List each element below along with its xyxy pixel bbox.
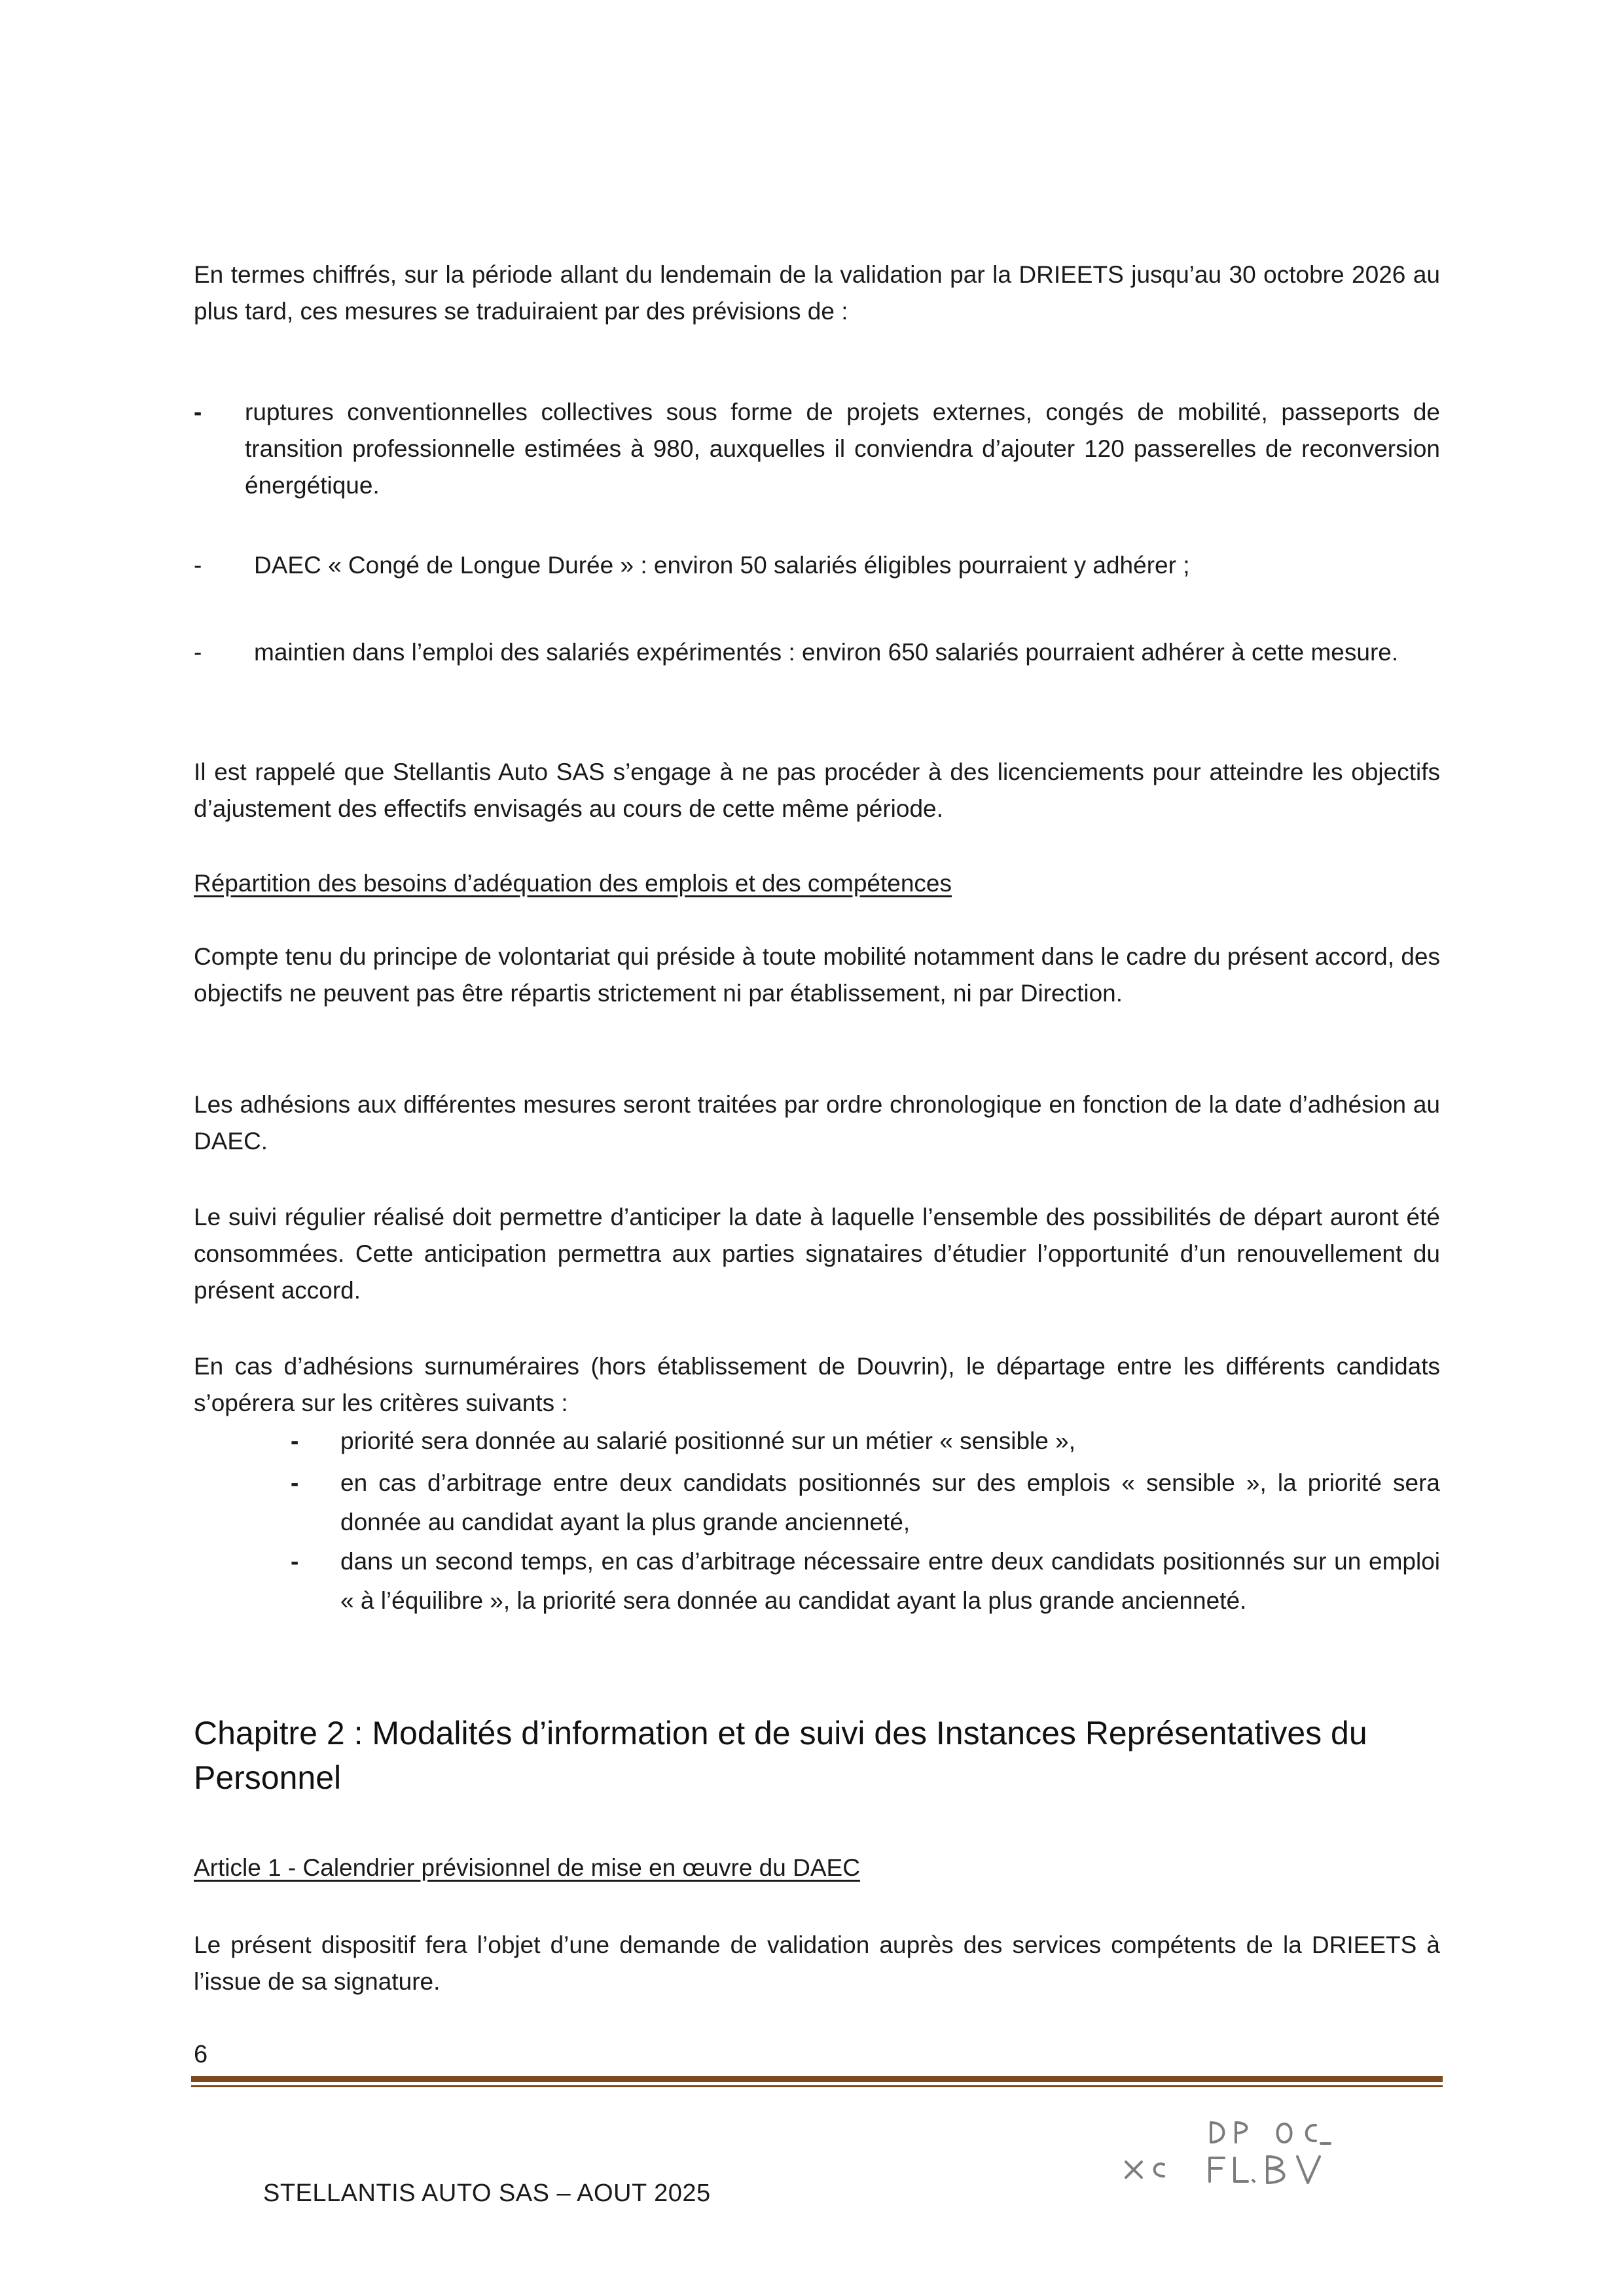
list-dash: - — [194, 399, 202, 425]
page-number: 6 — [194, 2041, 208, 2068]
list-item-text: dans un second temps, en cas d’arbitrage nécessaire entre deux candidats positionnés sur un emploi « à l’équilibre », la priorité sera donnée au candidat ayant la plus grande ancienneté. — [340, 1548, 1440, 1614]
footer-rule-thin — [191, 2085, 1443, 2087]
list-item — [291, 1423, 1440, 1460]
list-dash: - — [291, 1548, 299, 1575]
handwritten-initials — [1113, 2104, 1362, 2196]
list-dash: - — [291, 1427, 299, 1454]
footer-rule — [191, 2076, 1443, 2082]
list-item — [291, 1463, 1440, 1542]
list-item-text: priorité sera donnée au salarié positionné sur un métier « sensible », — [340, 1427, 1075, 1454]
subheading: Répartition des besoins d’adéquation des emplois et des compétences — [194, 870, 952, 897]
intro-paragraph: En termes chiffrés, sur la période allant du lendemain de la validation par la DRIEETS jusqu’au 30 octobre 2026 au plus tard, ces mesures se traduiraient par des prévisions de : — [194, 261, 1440, 325]
list-item — [194, 547, 1440, 584]
list-item-text: en cas d’arbitrage entre deux candidats positionnés sur des emplois « sensible », la priorité sera donnée au candidat ayant la plus grande ancienneté, — [340, 1469, 1440, 1535]
validation-paragraph: Le présent dispositif fera l’objet d’une demande de validation auprès des services compétents de la DRIEETS à l’issue de sa signature. — [194, 1931, 1440, 1995]
commitment-paragraph: Il est rappelé que Stellantis Auto SAS s’engage à ne pas procéder à des licenciements pour atteindre les objectifs d’ajustement des effectifs envisagés au cours de cette même période. — [194, 759, 1440, 822]
list-dash: - — [291, 1469, 299, 1496]
monitoring-paragraph: Le suivi régulier réalisé doit permettre d’anticiper la date à laquelle l’ensemble des possibilités de départ auront été consommées. Cette anticipation permettra aux parties signataires d’étudier l’opportunité d’un renouvellement du présent accord. — [194, 1204, 1440, 1304]
criteria-paragraph: En cas d’adhésions surnuméraires (hors établissement de Douvrin), le départage entre les différents candidats s’opérera sur les critères suivants : — [194, 1353, 1440, 1416]
list-item-text: ruptures conventionnelles collectives sous forme de projets externes, congés de mobilité, passeports de transition professionnelle estimées à 980, auxquelles il conviendra d’ajouter 120 passerelles de reconversion énergétique. — [245, 399, 1440, 499]
list-item — [194, 394, 1440, 504]
chronology-paragraph: Les adhésions aux différentes mesures seront traitées par ordre chronologique en fonction de la date d’adhésion au DAEC. — [194, 1091, 1440, 1155]
volunteer-paragraph: Compte tenu du principe de volontariat qui préside à toute mobilité notamment dans le cadre du présent accord, des objectifs ne peuvent pas être répartis strictement ni par établissement, ni par Direction. — [194, 943, 1440, 1007]
list-item-text: maintien dans l’emploi des salariés expérimentés : environ 650 salariés pourraient adhérer à cette mesure. — [254, 639, 1399, 666]
chapter-heading: Chapitre 2 : Modalités d’information et de suivi des Instances Représentatives du Personnel — [194, 1715, 1367, 1796]
article-heading: Article 1 - Calendrier prévisionnel de mise en œuvre du DAEC — [194, 1854, 860, 1881]
list-item — [291, 1542, 1440, 1621]
list-item-text: DAEC « Congé de Longue Durée » : environ 50 salariés éligibles pourraient y adhérer ; — [254, 552, 1190, 579]
list-dash: - — [194, 639, 202, 666]
list-item — [194, 632, 1440, 673]
list-dash: - — [194, 552, 202, 579]
footer: STELLANTIS AUTO SAS – AOUT 2025 — [263, 2179, 711, 2207]
